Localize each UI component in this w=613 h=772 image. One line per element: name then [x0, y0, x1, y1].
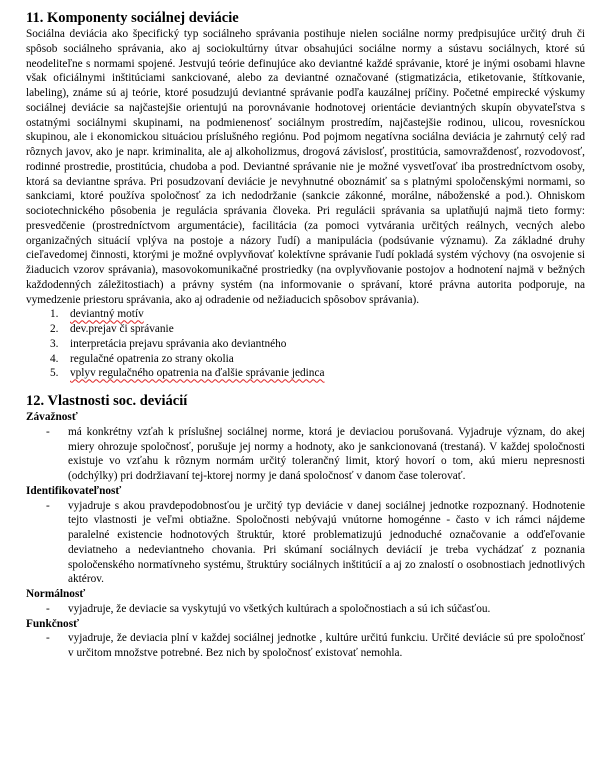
- property-text: vyjadruje, že deviacia plní v každej sociálnej jednotke , kultúre určitú funkciu. Určité deviácie sú pre spoločnosť v určitom množstve potrebné. Bez nich by spoločnosť existovať nemohla.: [68, 632, 585, 659]
- list-text: regulačné opatrenia zo strany okolia: [70, 352, 234, 365]
- property-heading-identifiability: Identifikovateľnosť: [26, 484, 122, 497]
- list-item: [26, 352, 585, 367]
- list-item: [26, 307, 585, 322]
- bullet-dash: -: [46, 499, 50, 512]
- list-number: 5.: [50, 367, 59, 380]
- section-12-title: 12. Vlastnosti soc. deviácií: [26, 393, 188, 409]
- property-text: vyjadruje, že deviacie sa vyskytujú vo všetkých kultúrach a spoločnostiach a sú ich súčasťou.: [68, 602, 491, 615]
- list-item: [26, 322, 585, 337]
- property-text-functionality: [26, 631, 585, 661]
- bullet-dash: -: [46, 632, 50, 645]
- property-text: vyjadruje s akou pravdepodobnosťou je určitý typ deviácie v danej sociálnej jednotke rozpoznaný. Hodnotenie tejto vlastnosti je veľmi obtiažne. Spoločnosti nebývajú vnútorne homogénne - často v ich rámci nájdeme paralelné existencie hodnotových štruktúr, ktoré problematizujú jednoduché označovanie a odďeľovanie deviatneho a nedeviantneho chovania. Pri skúmaní sociálnych deviácií je treba vychádzať z poznania spoločenského normatívneho systému, štruktúry sociálnych inštitúcií a aj zo znalostí o osobnostiach jednotlivých aktérov.: [68, 499, 585, 586]
- property-text-identifiability: [26, 499, 585, 588]
- property-text: má konkrétny vzťah k príslušnej sociálnej norme, ktorá je deviaciou porušovaná. Vyjadruje význam, do akej miery ohrozuje spoločnosť, porušuje jej normy a hodnoty, ako je sankcionovaná (trestaná). V každej spoločnosti existuje vo vzťahu k rôznym normám určitý tolerančný limit, ktorý hovorí o tom, akú mieru nepresnosti (odchýlky) pri dodržiavaní tej-ktorej normy je daná spoločnosť v danom čase tolerovať.: [68, 425, 585, 482]
- components-list: [26, 307, 585, 381]
- bullet-dash: -: [46, 602, 50, 615]
- list-item: [26, 337, 585, 352]
- list-text: deviantný motív: [70, 308, 144, 321]
- list-number: 4.: [50, 352, 59, 365]
- list-text: interpretácia prejavu správania ako deviantného: [70, 337, 287, 350]
- property-heading-functionality: Funkčnosť: [26, 617, 79, 630]
- property-heading-severity: Závažnosť: [26, 411, 78, 423]
- bullet-dash: -: [46, 425, 50, 438]
- list-text: dev.prejav či správanie: [70, 323, 174, 335]
- property-text-severity: [26, 425, 585, 484]
- list-number: 1.: [50, 308, 59, 321]
- section-11-title: 11. Komponenty sociálnej deviácie: [26, 10, 239, 26]
- list-number: 3.: [50, 337, 59, 350]
- list-number: 2.: [50, 323, 59, 335]
- property-heading-normality: Normálnosť: [26, 588, 86, 600]
- list-item: [26, 366, 585, 381]
- property-text-normality: [26, 602, 585, 617]
- section-11-paragraph: Sociálna deviácia ako špecifický typ sociálneho správania postihuje nielen sociálne normy predpisujúce určitý druh či spôsob sociálneho správania, ako aj sociokultúrny útvar obsahujúci sociálne normy a sústavu sociálnych, ktoré sú neodeliteľne s normami spojené. Jestvujú teórie definujúce ako deviantné každé správanie, ktoré je inými osobami hlavne však oficiálnymi inštitúciami sankciované, alebo za deviantné označované (stigmatizácia, etiketovanie, štítkovanie, labeling), známe sú aj teórie, ktoré posudzujú deviantné správanie podľa kauzálnej príčiny. Početné empirecké výskumy sociálnej deviácie sa najčastejšie orientujú na porovnávanie hodnotovej orientácie deviantných skupín obyvateľstva s ostatnými sociálnymi skupinami, na podmienenosť sociálnym prostredím, najčastejšie rodinou, ulicou, rovesníckou skupinou, ale i ekonomickou situáciou príslušného regiónu. Pod pojmom negatívna sociálna deviácia je zahrnutý celý rad rôznych javov, ako je napr. kriminalita, ale aj alkoholizmus, drogová závislosť, prostitúcia, samovraždenosť, rozvodovosť, rodinné prostredie, prostitúcia, chudoba a pod. Deviantné správanie nie je možné vysvetľovať iba prostredníctvom osoby, ktorá sa deviantne správa. Pri posudzovaní deviácie je nevyhnutné oboznámiť sa s platnými spoločenskými normami, so sankciami, ktoré používa spoločnosť za ich nedodržanie (sankcie zákonné, morálne, náboženské a pod.). Ohniskom sociotechnického pôsobenia je regulácia správania človeka. Pri regulácii správania sa uplatňujú najmä tieto formy: presvedčenie (prostredníctvom argumentácie), facilitácia (za pomoci vytvárania určitých reálnych, vecných alebo organizačných situácií vplýva na postoje a názory ľudí) a manipulácia (podsúvanie významu). Za základné druhy cieľavedomej činnosti, ktorými je možné ovplyvňovať kolektívne správanie ľudí pokladá systém výchovy (na osvojenie si žiaducich vzorov správania), masovokomunikačné prostriedky (na ovplyvňovanie postojov a hodnotení najmä v bežných každodenných záležitostiach) a právny systém (na informovanie o správaní, ktoré právna autorita podporuje, na vymedzenie priestoru správania, ako aj odradenie od nežiaducich spôsobov správania).: [26, 28, 585, 306]
- list-text: vplyv regulačného opatrenia na ďalšie správanie jedinca: [70, 367, 325, 380]
